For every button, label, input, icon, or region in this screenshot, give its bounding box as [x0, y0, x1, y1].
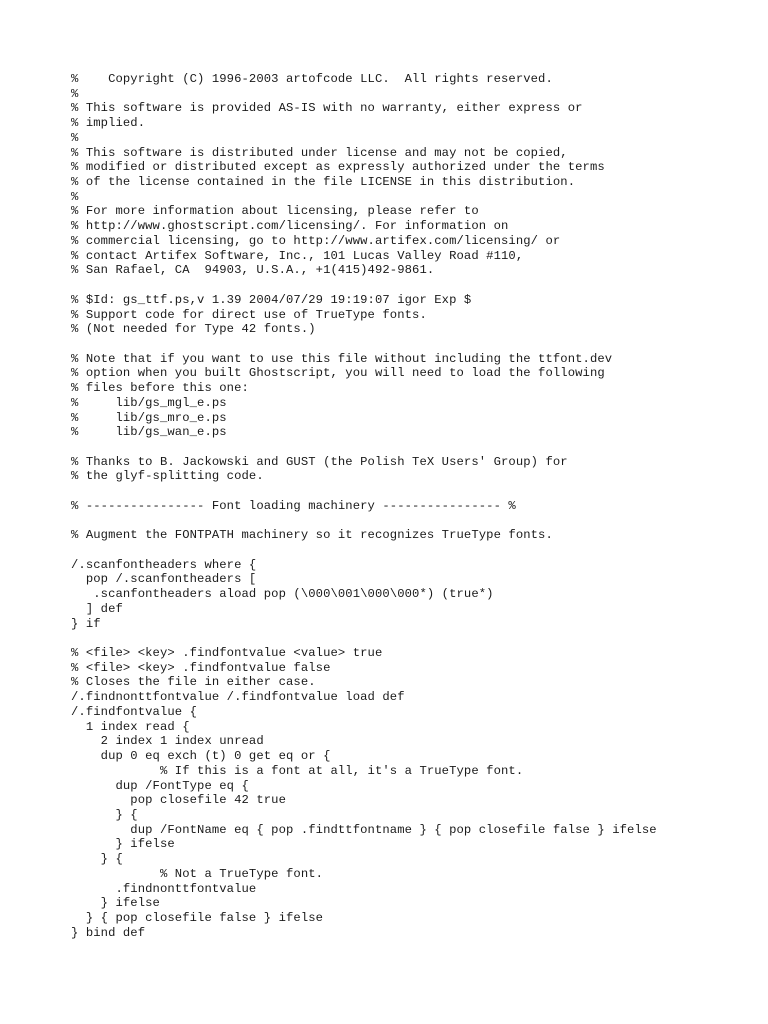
- code-line: 1 index read {: [71, 719, 190, 734]
- code-line: % http://www.ghostscript.com/licensing/. For information on: [71, 219, 509, 234]
- code-line: [71, 440, 657, 455]
- code-line: dup /FontType eq {: [71, 778, 249, 793]
- code-line: /.findfontvalue {: [71, 704, 198, 719]
- code-line: pop /.scanfontheaders [: [71, 572, 257, 587]
- code-line: %: [71, 86, 79, 101]
- code-line: /.scanfontheaders where {: [71, 557, 257, 572]
- code-line: % ---------------- Font loading machinery ---------------- %: [71, 498, 516, 513]
- code-line: % San Rafael, CA 94903, U.S.A., +1(415)492-9861.: [71, 263, 435, 278]
- code-line: % This software is distributed under license and may not be copied,: [71, 145, 568, 160]
- code-line: % (Not needed for Type 42 fonts.): [71, 322, 316, 337]
- code-line: } if: [71, 616, 101, 631]
- code-line: % contact Artifex Software, Inc., 101 Lucas Valley Road #110,: [71, 248, 524, 263]
- code-line: } ifelse: [71, 896, 160, 911]
- code-line: pop closefile 42 true: [71, 793, 286, 808]
- code-line: % <file> <key> .findfontvalue false: [71, 660, 331, 675]
- code-line: % For more information about licensing, please refer to: [71, 204, 479, 219]
- code-line: % the glyf-splitting code.: [71, 469, 264, 484]
- code-line: } {: [71, 852, 123, 867]
- code-line: %: [71, 130, 79, 145]
- code-line: % Copyright (C) 1996-2003 artofcode LLC. All rights reserved.: [71, 72, 553, 86]
- code-line: [71, 278, 657, 293]
- code-line: /.findnonttfontvalue /.findfontvalue load def: [71, 690, 405, 705]
- code-line: % modified or distributed except as expressly authorized under the terms: [71, 160, 605, 175]
- code-line: % implied.: [71, 116, 146, 131]
- code-line: % lib/gs_mgl_e.ps: [71, 395, 227, 410]
- code-line: } { pop closefile false } ifelse: [71, 910, 324, 925]
- code-line: } bind def: [71, 925, 146, 940]
- code-line: [71, 631, 657, 646]
- code-line: % files before this one:: [71, 381, 249, 396]
- code-line: % Augment the FONTPATH machinery so it recognizes TrueType fonts.: [71, 528, 553, 543]
- code-line: % Support code for direct use of TrueType fonts.: [71, 307, 427, 322]
- code-line: 2 index 1 index unread: [71, 734, 264, 749]
- code-line: % $Id: gs_ttf.ps,v 1.39 2004/07/29 19:19:07 igor Exp $: [71, 292, 472, 307]
- code-line: % commercial licensing, go to http://www.artifex.com/licensing/ or: [71, 233, 561, 248]
- code-line: [71, 514, 657, 529]
- code-line: % Not a TrueType font.: [71, 866, 324, 881]
- code-line: [71, 543, 657, 558]
- code-line: % Thanks to B. Jackowski and GUST (the Polish TeX Users' Group) for: [71, 454, 568, 469]
- code-line: } ifelse: [71, 837, 175, 852]
- code-line: % This software is provided AS-IS with no warranty, either express or: [71, 101, 583, 116]
- code-line: % Note that if you want to use this file without including the ttfont.dev: [71, 351, 613, 366]
- code-line: dup /FontName eq { pop .findttfontname } { pop closefile false } ifelse: [71, 822, 657, 837]
- code-line: [71, 484, 657, 499]
- code-line: % lib/gs_wan_e.ps: [71, 425, 227, 440]
- code-line: % Closes the file in either case.: [71, 675, 316, 690]
- code-line: [71, 337, 657, 352]
- code-line: % of the license contained in the file LICENSE in this distribution.: [71, 175, 576, 190]
- code-line: % If this is a font at all, it's a TrueType font.: [71, 763, 524, 778]
- code-line: % option when you built Ghostscript, you will need to load the following: [71, 366, 605, 381]
- code-line: } {: [71, 807, 138, 822]
- code-line: % lib/gs_mro_e.ps: [71, 410, 227, 425]
- code-line: dup 0 eq exch (t) 0 get eq or {: [71, 749, 331, 764]
- code-line: .scanfontheaders aload pop (\000\001\000\000*) (true*): [71, 587, 494, 602]
- code-line: ] def: [71, 601, 123, 616]
- code-line: % <file> <key> .findfontvalue <value> true: [71, 646, 383, 661]
- postscript-source-listing: [71, 72, 657, 940]
- code-line: .findnonttfontvalue: [71, 881, 257, 896]
- code-line: %: [71, 189, 79, 204]
